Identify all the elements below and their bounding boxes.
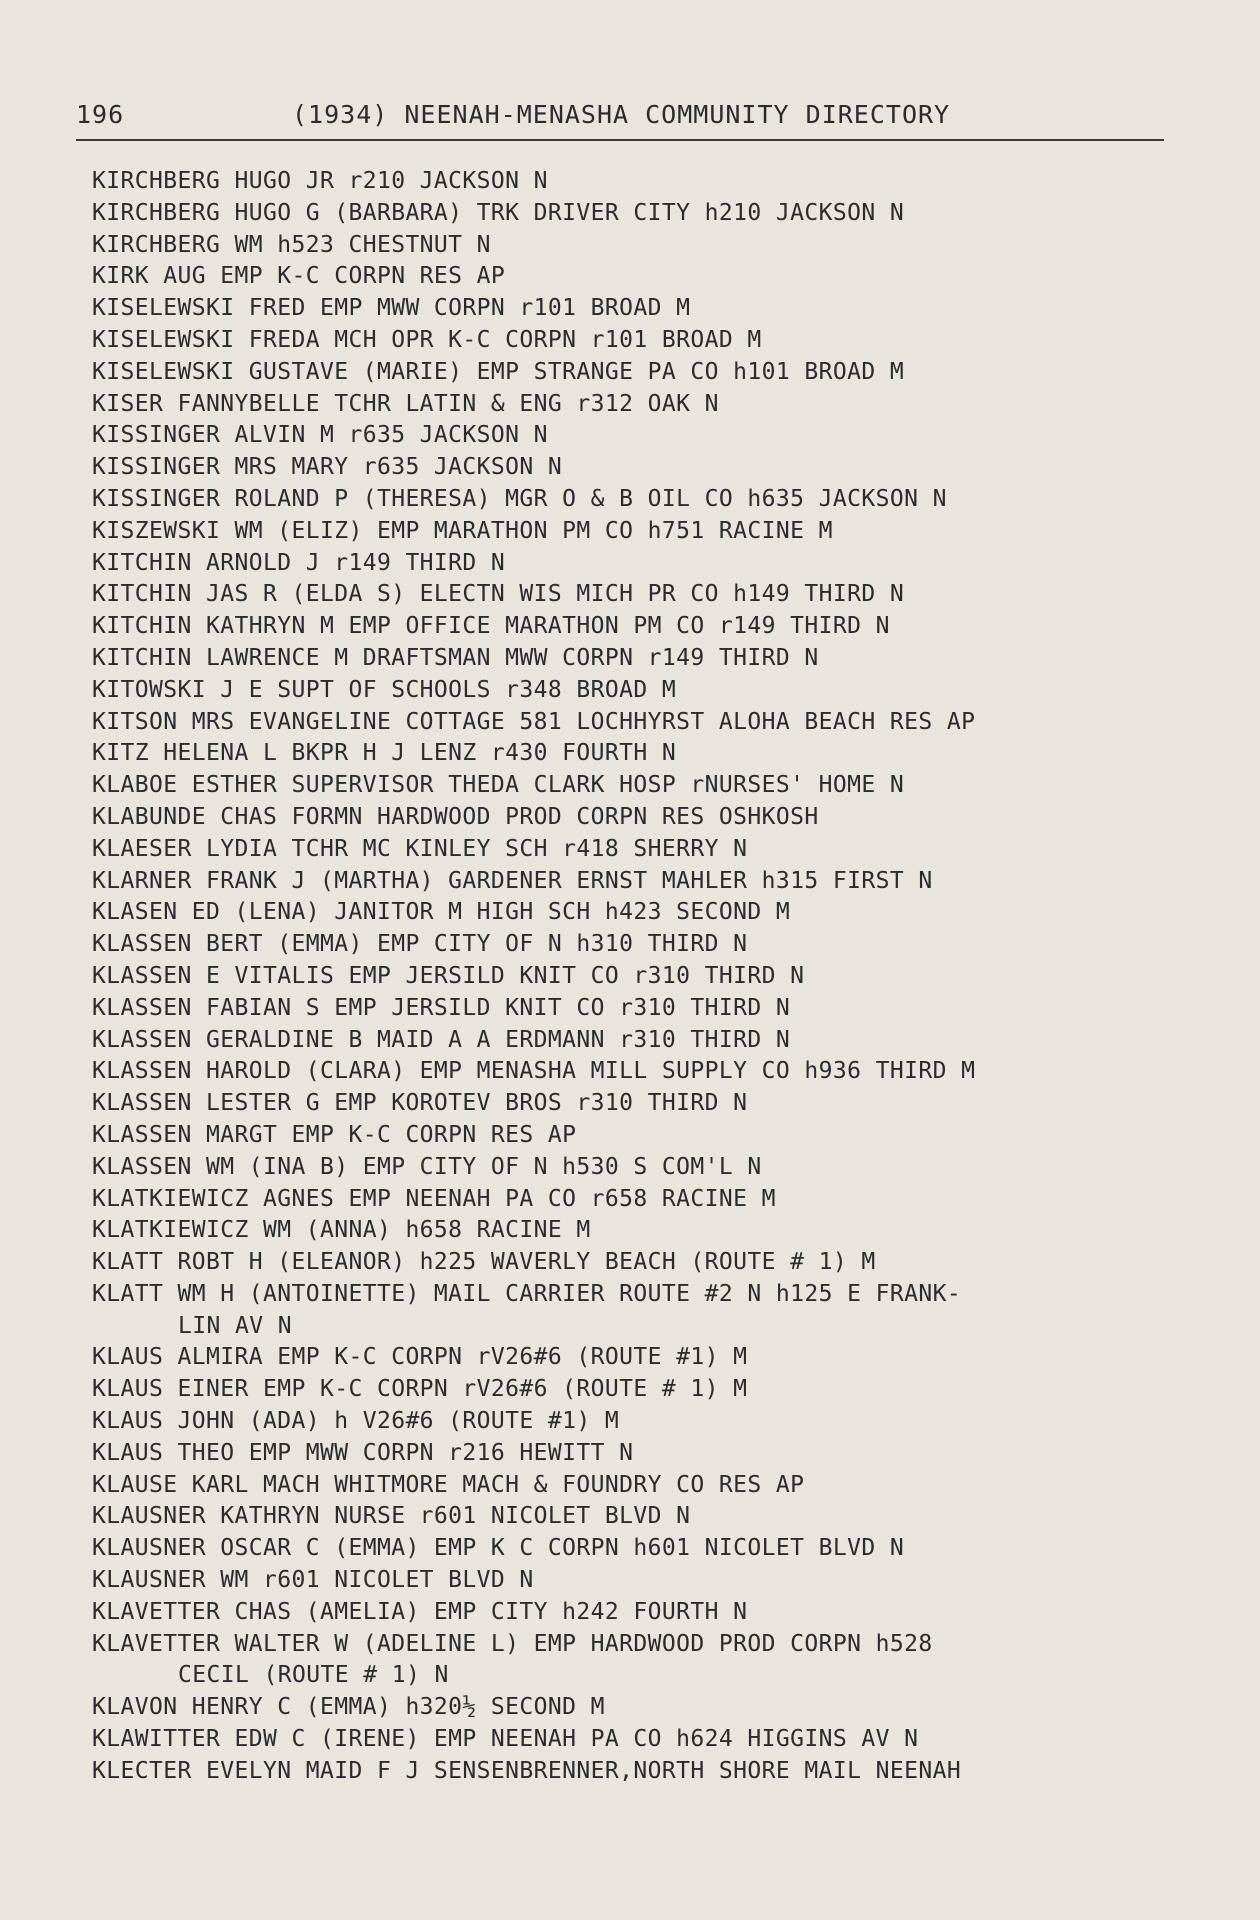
- directory-entry: KIRCHBERG HUGO G (BARBARA) TRK DRIVER CITY h210 JACKSON N: [92, 199, 905, 226]
- directory-entry: KITZ HELENA L BKPR H J LENZ r430 FOURTH N: [92, 740, 677, 767]
- directory-entry: KIRCHBERG HUGO JR r210 JACKSON N: [92, 168, 548, 194]
- directory-entry: KITCHIN KATHRYN M EMP OFFICE MARATHON PM CO r149 THIRD N: [92, 613, 890, 640]
- directory-entry: KLAVETTER WALTER W (ADELINE L) EMP HARDWOOD PROD CORPN h528: [92, 1630, 933, 1657]
- directory-entry: KLAESER LYDIA TCHR MC KINLEY SCH r418 SHERRY N: [92, 835, 748, 862]
- page-number: 196: [76, 100, 125, 129]
- directory-entry: KLAUSE KARL MACH WHITMORE MACH & FOUNDRY CO RES AP: [92, 1471, 805, 1498]
- directory-entry: KLASSEN HAROLD (CLARA) EMP MENASHA MILL SUPPLY CO h936 THIRD M: [92, 1058, 976, 1085]
- directory-entry: KLATKIEWICZ AGNES EMP NEENAH PA CO r658 RACINE M: [92, 1185, 776, 1212]
- directory-entry: KLAWITTER EDW C (IRENE) EMP NEENAH PA CO h624 HIGGINS AV N: [92, 1726, 919, 1753]
- directory-entry: KLAUS JOHN (ADA) h V26#6 (ROUTE #1) M: [92, 1408, 620, 1435]
- directory-entry: KISELEWSKI FREDA MCH OPR K-C CORPN r101 BROAD M: [92, 326, 762, 353]
- directory-entry: KLASSEN WM (INA B) EMP CITY OF N h530 S COM'L N: [92, 1153, 762, 1180]
- directory-entry: KLARNER FRANK J (MARTHA) GARDENER ERNST MAHLER h315 FIRST N: [92, 867, 933, 894]
- directory-entry: KLAUSNER OSCAR C (EMMA) EMP K C CORPN h601 NICOLET BLVD N: [92, 1535, 905, 1562]
- directory-entry: KLASSEN BERT (EMMA) EMP CITY OF N h310 THIRD N: [92, 931, 748, 958]
- directory-entry: KITCHIN JAS R (ELDA S) ELECTN WIS MICH PR CO h149 THIRD N: [92, 581, 905, 608]
- directory-entry: KISELEWSKI FRED EMP MWW CORPN r101 BROAD M: [92, 295, 691, 322]
- directory-entry: KITCHIN LAWRENCE M DRAFTSMAN MWW CORPN r149 THIRD N: [92, 644, 819, 671]
- directory-entry-continuation: LIN AV N: [178, 1312, 292, 1339]
- directory-entry: KISZEWSKI WM (ELIZ) EMP MARATHON PM CO h751 RACINE M: [92, 517, 833, 544]
- directory-entry: KLAVETTER CHAS (AMELIA) EMP CITY h242 FOURTH N: [92, 1598, 748, 1625]
- directory-entry: KIRK AUG EMP K-C CORPN RES AP: [92, 263, 506, 290]
- directory-entry: KLASSEN MARGT EMP K-C CORPN RES AP: [92, 1121, 577, 1148]
- directory-entry: KLAUS EINER EMP K-C CORPN rV26#6 (ROUTE # 1) M: [92, 1376, 748, 1403]
- directory-entry: KLABOE ESTHER SUPERVISOR THEDA CLARK HOSP rNURSES' HOME N: [92, 772, 905, 799]
- directory-entry: KLABUNDE CHAS FORMN HARDWOOD PROD CORPN RES OSHKOSH: [92, 803, 819, 830]
- directory-entry: KLASSEN GERALDINE B MAID A A ERDMANN r310 THIRD N: [92, 1026, 791, 1053]
- directory-entries: [92, 166, 1182, 1788]
- directory-entry: KISELEWSKI GUSTAVE (MARIE) EMP STRANGE PA CO h101 BROAD M: [92, 358, 905, 385]
- directory-entry: KLASSEN E VITALIS EMP JERSILD KNIT CO r310 THIRD N: [92, 962, 805, 989]
- directory-entry: KLASEN ED (LENA) JANITOR M HIGH SCH h423 SECOND M: [92, 899, 791, 926]
- running-title: (1934) NEENAH-MENASHA COMMUNITY DIRECTORY: [292, 100, 951, 129]
- directory-entry: KLASSEN LESTER G EMP KOROTEV BROS r310 THIRD N: [92, 1090, 748, 1117]
- directory-entry: KITOWSKI J E SUPT OF SCHOOLS r348 BROAD M: [92, 676, 677, 703]
- directory-entry: KLAUSNER KATHRYN NURSE r601 NICOLET BLVD N: [92, 1503, 691, 1530]
- directory-entry: KISSINGER MRS MARY r635 JACKSON N: [92, 454, 563, 481]
- directory-entry: KITSON MRS EVANGELINE COTTAGE 581 LOCHHYRST ALOHA BEACH RES AP: [92, 708, 976, 735]
- directory-entry: KISSINGER ROLAND P (THERESA) MGR O & B OIL CO h635 JACKSON N: [92, 485, 947, 512]
- directory-entry: KITCHIN ARNOLD J r149 THIRD N: [92, 549, 506, 576]
- directory-entry: KLATT WM H (ANTOINETTE) MAIL CARRIER ROUTE #2 N h125 E FRANK-: [92, 1280, 962, 1307]
- header-rule: [76, 139, 1164, 141]
- directory-entry: KISSINGER ALVIN M r635 JACKSON N: [92, 422, 548, 449]
- directory-entry: KLAUS THEO EMP MWW CORPN r216 HEWITT N: [92, 1439, 634, 1466]
- directory-entry-continuation: CECIL (ROUTE # 1) N: [178, 1662, 449, 1689]
- directory-entry: KLAUS ALMIRA EMP K-C CORPN rV26#6 (ROUTE #1) M: [92, 1344, 748, 1371]
- directory-entry: KISER FANNYBELLE TCHR LATIN & ENG r312 OAK N: [92, 390, 719, 417]
- directory-entry: KLATT ROBT H (ELEANOR) h225 WAVERLY BEACH (ROUTE # 1) M: [92, 1249, 876, 1276]
- directory-entry: KLASSEN FABIAN S EMP JERSILD KNIT CO r310 THIRD N: [92, 994, 791, 1021]
- page-header: [76, 100, 1164, 140]
- directory-entry: KLECTER EVELYN MAID F J SENSENBRENNER,NORTH SHORE MAIL NEENAH: [92, 1757, 962, 1784]
- directory-entry: KLAUSNER WM r601 NICOLET BLVD N: [92, 1567, 534, 1594]
- directory-entry: KLATKIEWICZ WM (ANNA) h658 RACINE M: [92, 1217, 591, 1244]
- directory-entry: KLAVON HENRY C (EMMA) h320½ SECOND M: [92, 1694, 605, 1721]
- directory-entry: KIRCHBERG WM h523 CHESTNUT N: [92, 231, 491, 258]
